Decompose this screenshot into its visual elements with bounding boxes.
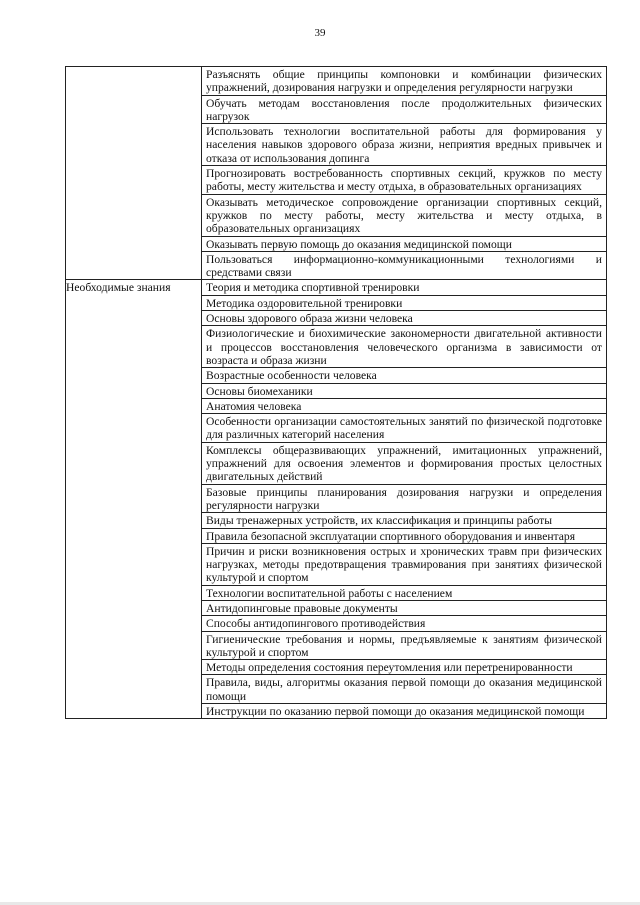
skills-row: [66, 67, 607, 280]
knowledge-label-cell: [66, 280, 202, 719]
knowledge-item: Виды тренажерных устройств, их классификация и принципы работы: [202, 513, 606, 528]
knowledge-item: Возрастные особенности человека: [202, 368, 606, 383]
skills-list: [202, 67, 607, 280]
knowledge-item: Гигиенические требования и нормы, предъявляемые к занятиям физической культурой и спортом: [202, 632, 606, 661]
knowledge-list: [202, 280, 607, 719]
knowledge-item: Анатомия человека: [202, 399, 606, 414]
skill-item: Пользоваться информационно-коммуникационными технологиями и средствами связи: [206, 252, 602, 280]
knowledge-item: Базовые принципы планирования дозирования нагрузки и определения регулярности нагрузки: [202, 485, 606, 514]
knowledge-item: Основы биомеханики: [202, 384, 606, 399]
skills-label-cell: [66, 67, 202, 280]
knowledge-item: Основы здорового образа жизни человека: [202, 311, 606, 326]
skill-item: Использовать технологии воспитательной работы для формирования у населения навыков здорового образа жизни, неприятия вредных привычек и отказа от использования допинга: [202, 124, 606, 166]
knowledge-item: Теория и методика спортивной тренировки: [202, 280, 606, 295]
page-number: 39: [314, 27, 326, 39]
knowledge-item: Технологии воспитательной работы с населением: [202, 586, 606, 601]
knowledge-item: Способы антидопингового противодействия: [202, 616, 606, 631]
knowledge-item: Физиологические и биохимические закономерности двигательной активности и процессов восстановления человеческого организма в зависимости от возраста и образа жизни: [202, 326, 606, 368]
knowledge-item: Комплексы общеразвивающих упражнений, имитационных упражнений, упражнений для освоения элементов и формирования простых целостных двигательных действий: [202, 443, 606, 485]
knowledge-item: Инструкции по оказанию первой помощи до оказания медицинской помощи: [206, 705, 585, 719]
skill-item: Оказывать методическое сопровождение организации спортивных секций, кружков по месту работы, месту жительства и месту отдыха, в образовательных организациях: [202, 195, 606, 237]
knowledge-item: Правила, виды, алгоритмы оказания первой помощи до оказания медицинской помощи: [202, 675, 606, 704]
skill-item: Оказывать первую помощь до оказания медицинской помощи: [202, 237, 606, 252]
skill-item: Обучать методам восстановления после продолжительных физических нагрузок: [202, 96, 606, 125]
knowledge-item: Особенности организации самостоятельных занятий по физической подготовке для различных категорий населения: [202, 414, 606, 443]
knowledge-item: Причин и риски возникновения острых и хронических травм при физических нагрузках, методы предотвращения травмирования при занятиях физической культурой и спортом: [202, 544, 606, 586]
knowledge-item: Правила безопасной эксплуатации спортивного оборудования и инвентаря: [202, 529, 606, 544]
knowledge-item: Методика оздоровительной тренировки: [202, 296, 606, 311]
knowledge-item: Методы определения состояния переутомления или перетренированности: [202, 660, 606, 675]
knowledge-row: [66, 280, 607, 719]
skill-item: Разъяснять общие принципы компоновки и комбинации физических упражнений, дозирования нагрузки и определения регулярности нагрузки: [202, 67, 606, 96]
knowledge-label: Необходимые знания: [66, 281, 171, 295]
knowledge-item: Антидопинговые правовые документы: [202, 601, 606, 616]
requirements-table: [65, 66, 607, 719]
skill-item: Прогнозировать востребованность спортивных секций, кружков по месту работы, месту жительства и месту отдыха, в образовательных организациях: [202, 166, 606, 195]
